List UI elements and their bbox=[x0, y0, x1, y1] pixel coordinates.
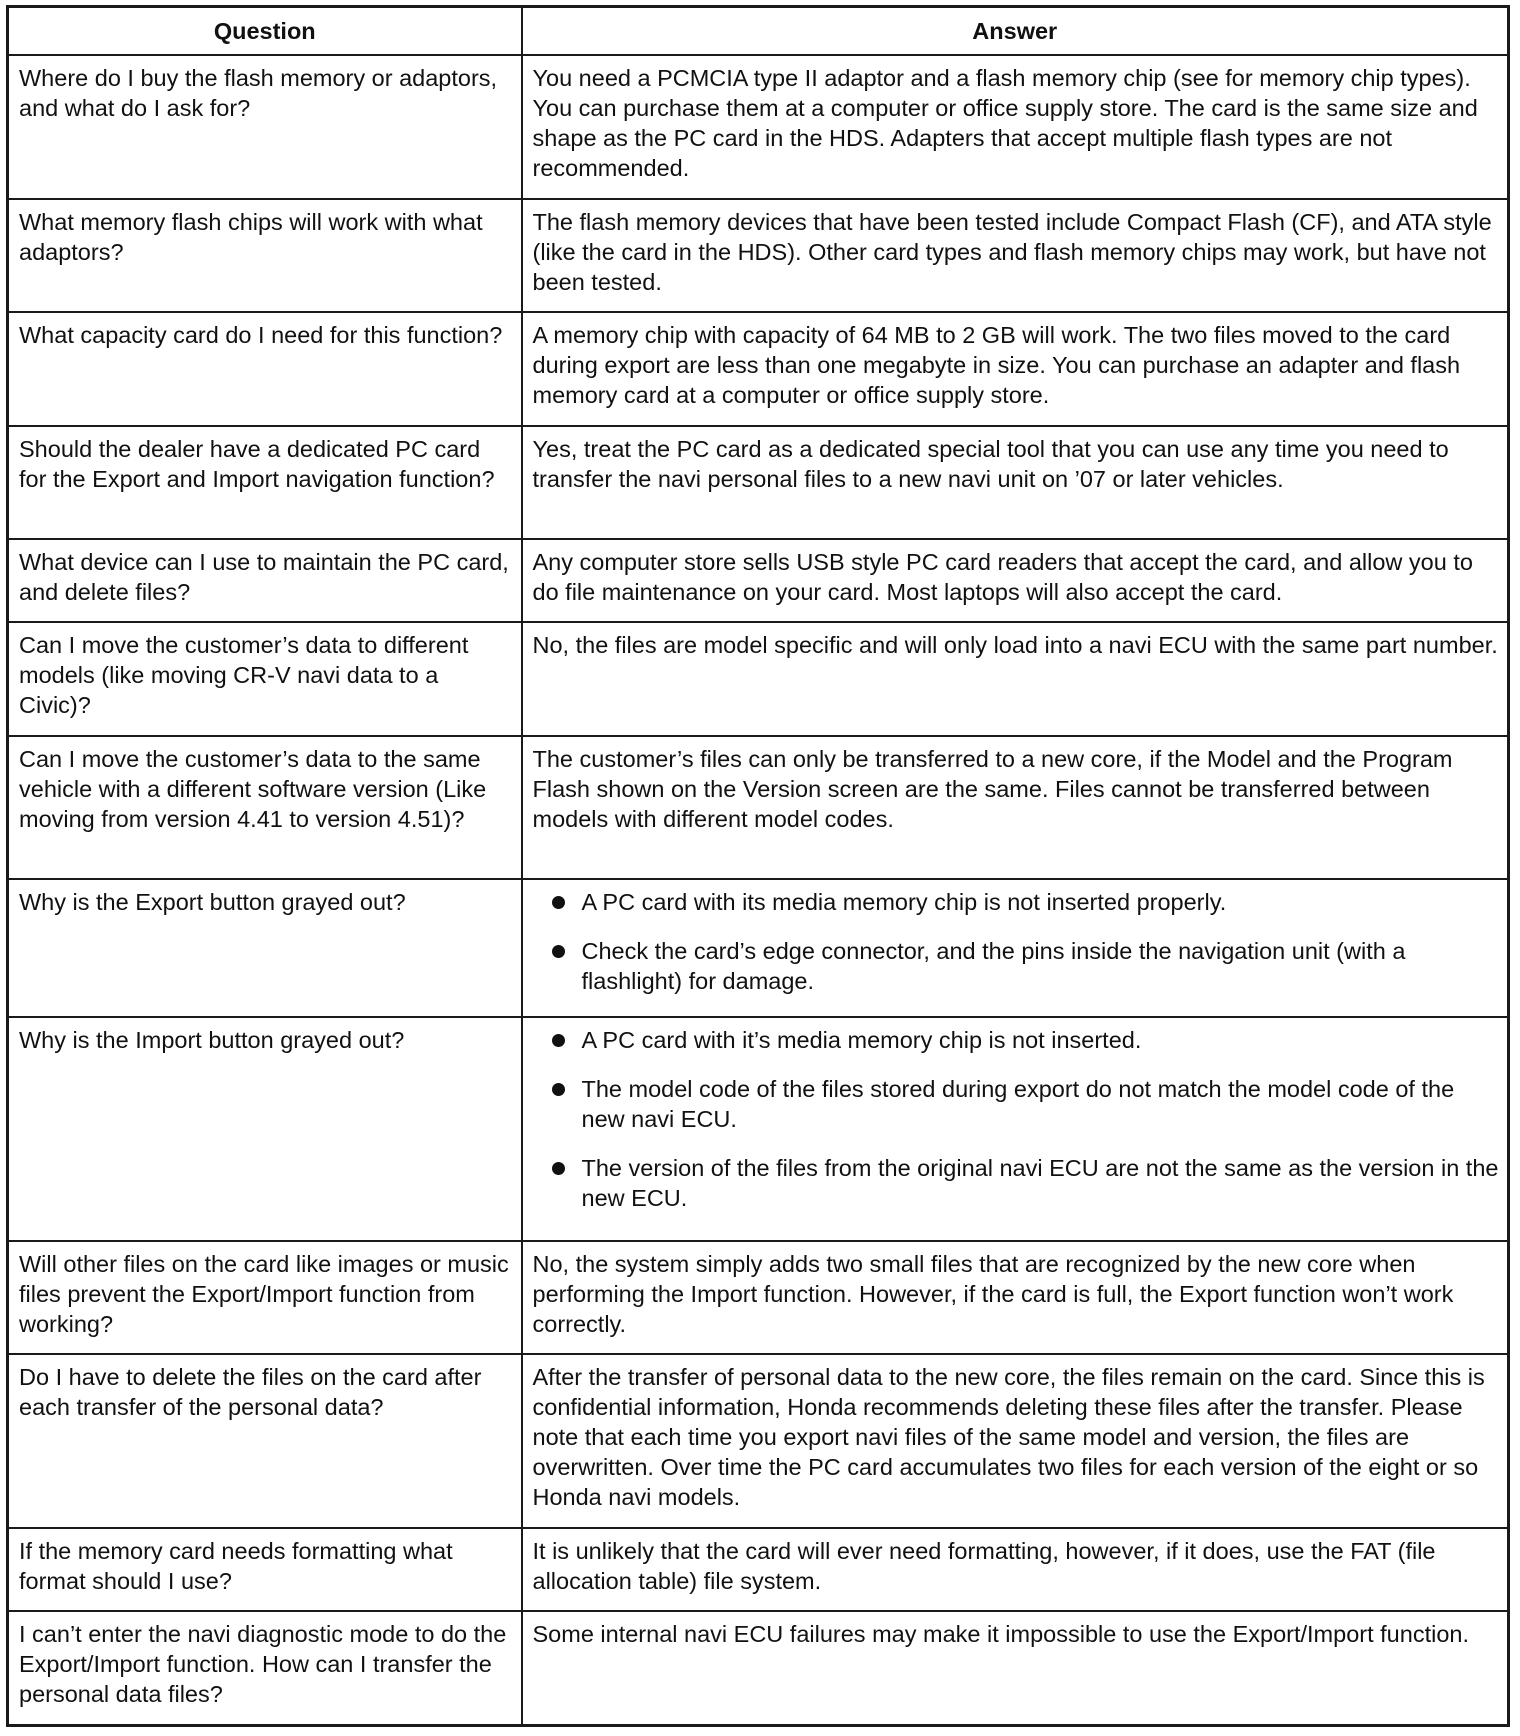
table-row bbox=[8, 1354, 1509, 1528]
answer-cell: You need a PCMCIA type II adaptor and a flash memory chip (see for memory chip types). You can purchase them at a computer or office supply store. The card is the same size and shape as the PC card in the HDS. Adapters that accept multiple flash types are not recommended. bbox=[522, 55, 1509, 199]
table-row bbox=[8, 55, 1509, 199]
table-row bbox=[8, 622, 1509, 736]
question-cell: What memory flash chips will work with what adaptors? bbox=[8, 199, 522, 312]
faq-table bbox=[6, 5, 1510, 1727]
question-cell: Should the dealer have a dedicated PC card for the Export and Import navigation function? bbox=[8, 426, 522, 539]
question-column-header: Question bbox=[8, 7, 522, 56]
bullet-list bbox=[533, 1025, 1500, 1213]
question-cell: Do I have to delete the files on the card after each transfer of the personal data? bbox=[8, 1354, 522, 1528]
bullet-item bbox=[533, 936, 1500, 996]
bullet-dot-icon bbox=[552, 1034, 565, 1047]
table-row bbox=[8, 199, 1509, 312]
question-cell: Where do I buy the flash memory or adaptors, and what do I ask for? bbox=[8, 55, 522, 199]
table-row bbox=[8, 1611, 1509, 1725]
answer-cell: Some internal navi ECU failures may make it impossible to use the Export/Import function. bbox=[522, 1611, 1509, 1725]
answer-cell: Any computer store sells USB style PC card readers that accept the card, and allow you to do file maintenance on your card. Most laptops will also accept the card. bbox=[522, 539, 1509, 622]
question-cell: Will other files on the card like images or music files prevent the Export/Import function from working? bbox=[8, 1241, 522, 1354]
table-row bbox=[8, 736, 1509, 879]
bullet-item bbox=[533, 1153, 1500, 1213]
table-row bbox=[8, 1528, 1509, 1611]
question-cell: Why is the Export button grayed out? bbox=[8, 879, 522, 1017]
answer-cell: It is unlikely that the card will ever need formatting, however, if it does, use the FAT (file allocation table) file system. bbox=[522, 1528, 1509, 1611]
question-cell: Can I move the customer’s data to different models (like moving CR-V navi data to a Civic)? bbox=[8, 622, 522, 736]
table-row bbox=[8, 312, 1509, 426]
answer-column-header: Answer bbox=[522, 7, 1509, 56]
bullet-dot-icon bbox=[552, 945, 565, 958]
answer-cell: No, the files are model specific and will only load into a navi ECU with the same part number. bbox=[522, 622, 1509, 736]
answer-cell: The flash memory devices that have been tested include Compact Flash (CF), and ATA style (like the card in the HDS). Other card types and flash memory chips may work, but have not been tested. bbox=[522, 199, 1509, 312]
question-cell: Can I move the customer’s data to the same vehicle with a different software version (Like moving from version 4.41 to version 4.51)? bbox=[8, 736, 522, 879]
bullet-text: Check the card’s edge connector, and the pins inside the navigation unit (with a flashlight) for damage. bbox=[581, 938, 1406, 994]
faq-sheet bbox=[6, 5, 1507, 1727]
question-cell: I can’t enter the navi diagnostic mode to do the Export/Import function. How can I transfer the personal data files? bbox=[8, 1611, 522, 1725]
table-row bbox=[8, 539, 1509, 622]
answer-cell bbox=[522, 1017, 1509, 1241]
bullet-text: The version of the files from the original navi ECU are not the same as the version in the new ECU. bbox=[581, 1155, 1499, 1211]
table-row bbox=[8, 1241, 1509, 1354]
table-row bbox=[8, 1017, 1509, 1241]
bullet-dot-icon bbox=[552, 1083, 565, 1096]
question-cell: If the memory card needs formatting what format should I use? bbox=[8, 1528, 522, 1611]
question-cell: What device can I use to maintain the PC card, and delete files? bbox=[8, 539, 522, 622]
bullet-dot-icon bbox=[552, 896, 565, 909]
bullet-list bbox=[533, 887, 1500, 996]
bullet-text: The model code of the files stored during export do not match the model code of the new navi ECU. bbox=[581, 1076, 1455, 1132]
question-cell: What capacity card do I need for this function? bbox=[8, 312, 522, 426]
bullet-item bbox=[533, 1074, 1500, 1134]
answer-cell: A memory chip with capacity of 64 MB to 2 GB will work. The two files moved to the card during export are less than one megabyte in size. You can purchase an adapter and flash memory card at a computer or office supply store. bbox=[522, 312, 1509, 426]
header-row bbox=[8, 7, 1509, 56]
table-row bbox=[8, 879, 1509, 1017]
bullet-text: A PC card with it’s media memory chip is not inserted. bbox=[581, 1027, 1142, 1053]
answer-cell: Yes, treat the PC card as a dedicated special tool that you can use any time you need to transfer the navi personal files to a new navi unit on ’07 or later vehicles. bbox=[522, 426, 1509, 539]
bullet-text: A PC card with its media memory chip is not inserted properly. bbox=[581, 889, 1227, 915]
answer-cell: The customer’s files can only be transferred to a new core, if the Model and the Program Flash shown on the Version screen are the same. Files cannot be transferred between models with different model codes. bbox=[522, 736, 1509, 879]
answer-cell: No, the system simply adds two small files that are recognized by the new core when performing the Import function. However, if the card is full, the Export function won’t work correctly. bbox=[522, 1241, 1509, 1354]
bullet-item bbox=[533, 1025, 1500, 1055]
bullet-item bbox=[533, 887, 1500, 917]
answer-cell bbox=[522, 879, 1509, 1017]
question-cell: Why is the Import button grayed out? bbox=[8, 1017, 522, 1241]
answer-cell: After the transfer of personal data to the new core, the files remain on the card. Since this is confidential information, Honda recommends deleting these files after the transfer. Please note that each time you export navi files of the same model and version, the files are overwritten. Over time the PC card accumulates two files for each version of the eight or so Honda navi models. bbox=[522, 1354, 1509, 1528]
table-row bbox=[8, 426, 1509, 539]
bullet-dot-icon bbox=[552, 1162, 565, 1175]
